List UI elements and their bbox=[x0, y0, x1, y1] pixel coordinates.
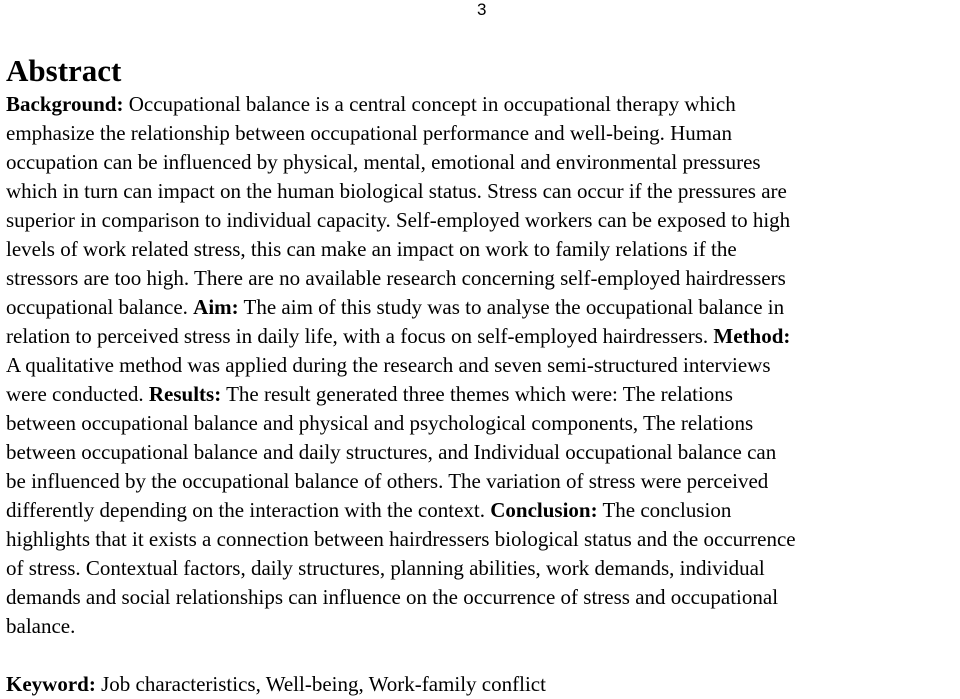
abstract-line bbox=[6, 409, 958, 438]
abstract-text: The aim of this study was to analyse the occupational balance in bbox=[238, 295, 785, 319]
abstract-text: occupation can be influenced by physical, mental, emotional and environmental pressures bbox=[6, 150, 761, 174]
abstract-text: demands and social relationships can influence on the occurrence of stress and occupational bbox=[6, 585, 779, 609]
abstract-line bbox=[6, 177, 958, 206]
keywords-label: Keyword: bbox=[6, 672, 96, 696]
abstract-line bbox=[6, 119, 958, 148]
abstract-text: The conclusion bbox=[597, 498, 732, 522]
abstract-line bbox=[6, 351, 958, 380]
page-number: 3 bbox=[477, 0, 487, 19]
abstract-line bbox=[6, 206, 958, 235]
abstract-body bbox=[6, 90, 958, 641]
abstract-line bbox=[6, 467, 958, 496]
abstract-text: relation to perceived stress in daily life, with a focus on self-employed hairdressers. bbox=[6, 324, 714, 348]
abstract-text: be influenced by the occupational balance of others. The variation of stress were perceived bbox=[6, 469, 769, 493]
abstract-line bbox=[6, 554, 958, 583]
abstract-line bbox=[6, 322, 958, 351]
keywords-line bbox=[6, 670, 958, 699]
section-label: Aim: bbox=[193, 295, 239, 319]
abstract-text: The result generated three themes which were: The relations bbox=[221, 382, 733, 406]
abstract-line bbox=[6, 293, 958, 322]
abstract-text: stressors are too high. There are no available research concerning self-employed hairdressers bbox=[6, 266, 786, 290]
abstract-text: balance. bbox=[6, 614, 76, 638]
abstract-section bbox=[6, 52, 958, 699]
abstract-text: were conducted. bbox=[6, 382, 149, 406]
abstract-text: between occupational balance and daily structures, and Individual occupational balance can bbox=[6, 440, 777, 464]
abstract-line bbox=[6, 90, 958, 119]
abstract-line bbox=[6, 235, 958, 264]
section-label: Method: bbox=[713, 324, 791, 348]
abstract-line bbox=[6, 264, 958, 293]
abstract-line bbox=[6, 583, 958, 612]
abstract-text: occupational balance. bbox=[6, 295, 194, 319]
abstract-text: emphasize the relationship between occupational performance and well-being. Human bbox=[6, 121, 732, 145]
abstract-text: of stress. Contextual factors, daily structures, planning abilities, work demands, individual bbox=[6, 556, 765, 580]
abstract-text: A qualitative method was applied during the research and seven semi-structured interviews bbox=[6, 353, 771, 377]
abstract-line bbox=[6, 496, 958, 525]
abstract-line bbox=[6, 438, 958, 467]
abstract-text: differently depending on the interaction with the context. bbox=[6, 498, 491, 522]
abstract-line bbox=[6, 380, 958, 409]
abstract-text: between occupational balance and physical and psychological components, The relations bbox=[6, 411, 754, 435]
abstract-heading: Abstract bbox=[6, 53, 122, 88]
abstract-line bbox=[6, 525, 958, 554]
abstract-line bbox=[6, 612, 958, 641]
abstract-text: which in turn can impact on the human biological status. Stress can occur if the pressures are bbox=[6, 179, 787, 203]
abstract-line bbox=[6, 148, 958, 177]
abstract-text: superior in comparison to individual capacity. Self-employed workers can be exposed to high bbox=[6, 208, 791, 232]
section-label: Conclusion: bbox=[490, 498, 598, 522]
section-label: Results: bbox=[148, 382, 222, 406]
abstract-text: highlights that it exists a connection between hairdressers biological status and the occurrence bbox=[6, 527, 796, 551]
keywords-text: Job characteristics, Well-being, Work-family conflict bbox=[95, 672, 546, 696]
section-label: Background: bbox=[6, 92, 124, 116]
abstract-text: levels of work related stress, this can make an impact on work to family relations if the bbox=[6, 237, 737, 261]
abstract-text: Occupational balance is a central concept in occupational therapy which bbox=[123, 92, 736, 116]
